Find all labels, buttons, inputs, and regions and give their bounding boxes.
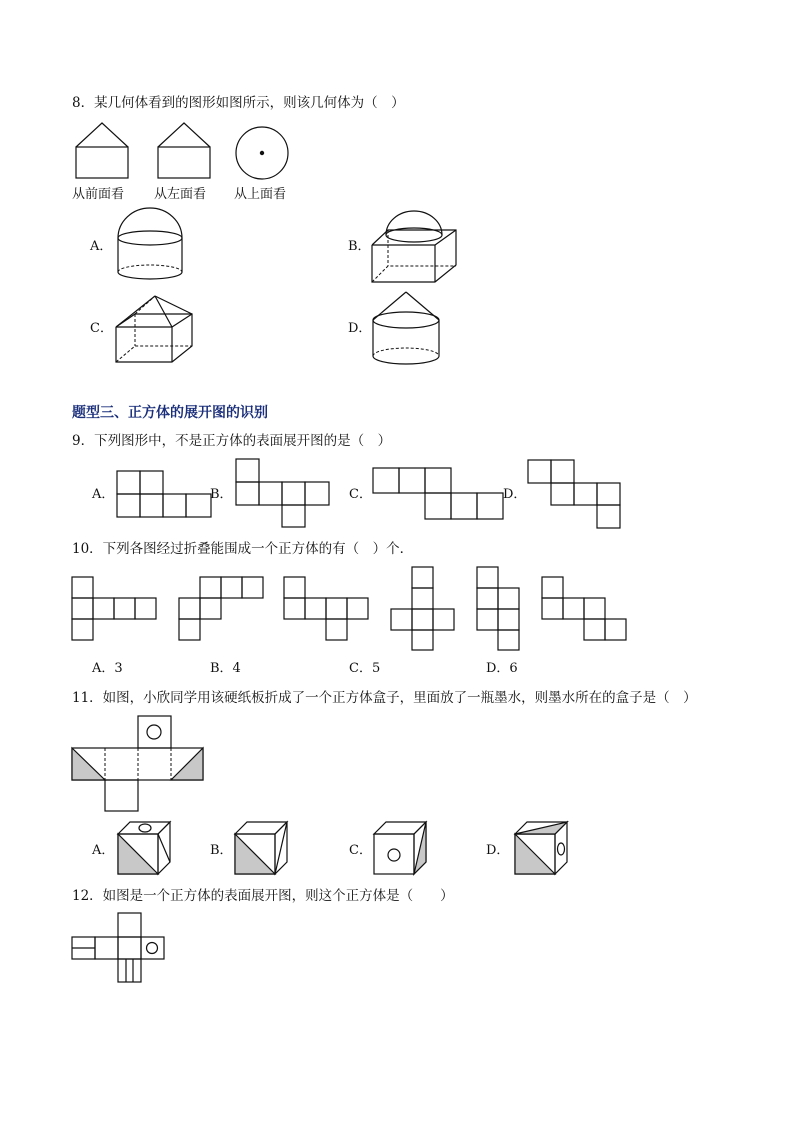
q9-option-b-label: B． — [210, 487, 233, 502]
q9-stem: 9．下列图形中，不是正方体的表面展开图的是（ ） — [72, 433, 392, 449]
q10-stem: 10．下列各图经过折叠能围成一个正方体的有（ ）个． — [72, 541, 414, 557]
q11-option-d-label: D． — [486, 843, 510, 858]
q11-stem: 11．如图，小欣同学用该硬纸板折成了一个正方体盒子，里面放了一瓶墨水，则墨水所在的盒子是（ ） — [72, 690, 697, 706]
q9-option-a-label: A． — [92, 487, 115, 502]
q11-option-c-label: C． — [349, 843, 372, 858]
q9-option-d-label: D． — [503, 487, 527, 502]
q11-option-b-label: B． — [210, 843, 233, 858]
q10-option-c: C．5 — [349, 661, 381, 676]
q8-stem: 8．某几何体看到的图形如图所示，则该几何体为（ ） — [72, 95, 405, 111]
q8-view-front-label: 从前面看 — [72, 187, 125, 202]
q8-view-top-label: 从上面看 — [234, 187, 287, 202]
q8-option-d-label: D． — [348, 321, 372, 336]
section-title: 题型三、正方体的展开图的识别 — [72, 405, 268, 421]
q8-option-c-label: C． — [90, 321, 113, 336]
q10-option-d: D．6 — [486, 661, 518, 676]
q8-option-b-label: B． — [348, 239, 371, 254]
q10-option-a: A．3 — [92, 661, 123, 676]
q8-view-left-label: 从左面看 — [154, 187, 207, 202]
q12-stem: 12．如图是一个正方体的表面展开图，则这个正方体是（ ） — [72, 888, 454, 904]
q11-option-a-label: A． — [92, 843, 115, 858]
q9-option-c-label: C． — [349, 487, 372, 502]
q10-option-b: B．4 — [210, 661, 241, 676]
q8-option-a-label: A． — [90, 239, 113, 254]
